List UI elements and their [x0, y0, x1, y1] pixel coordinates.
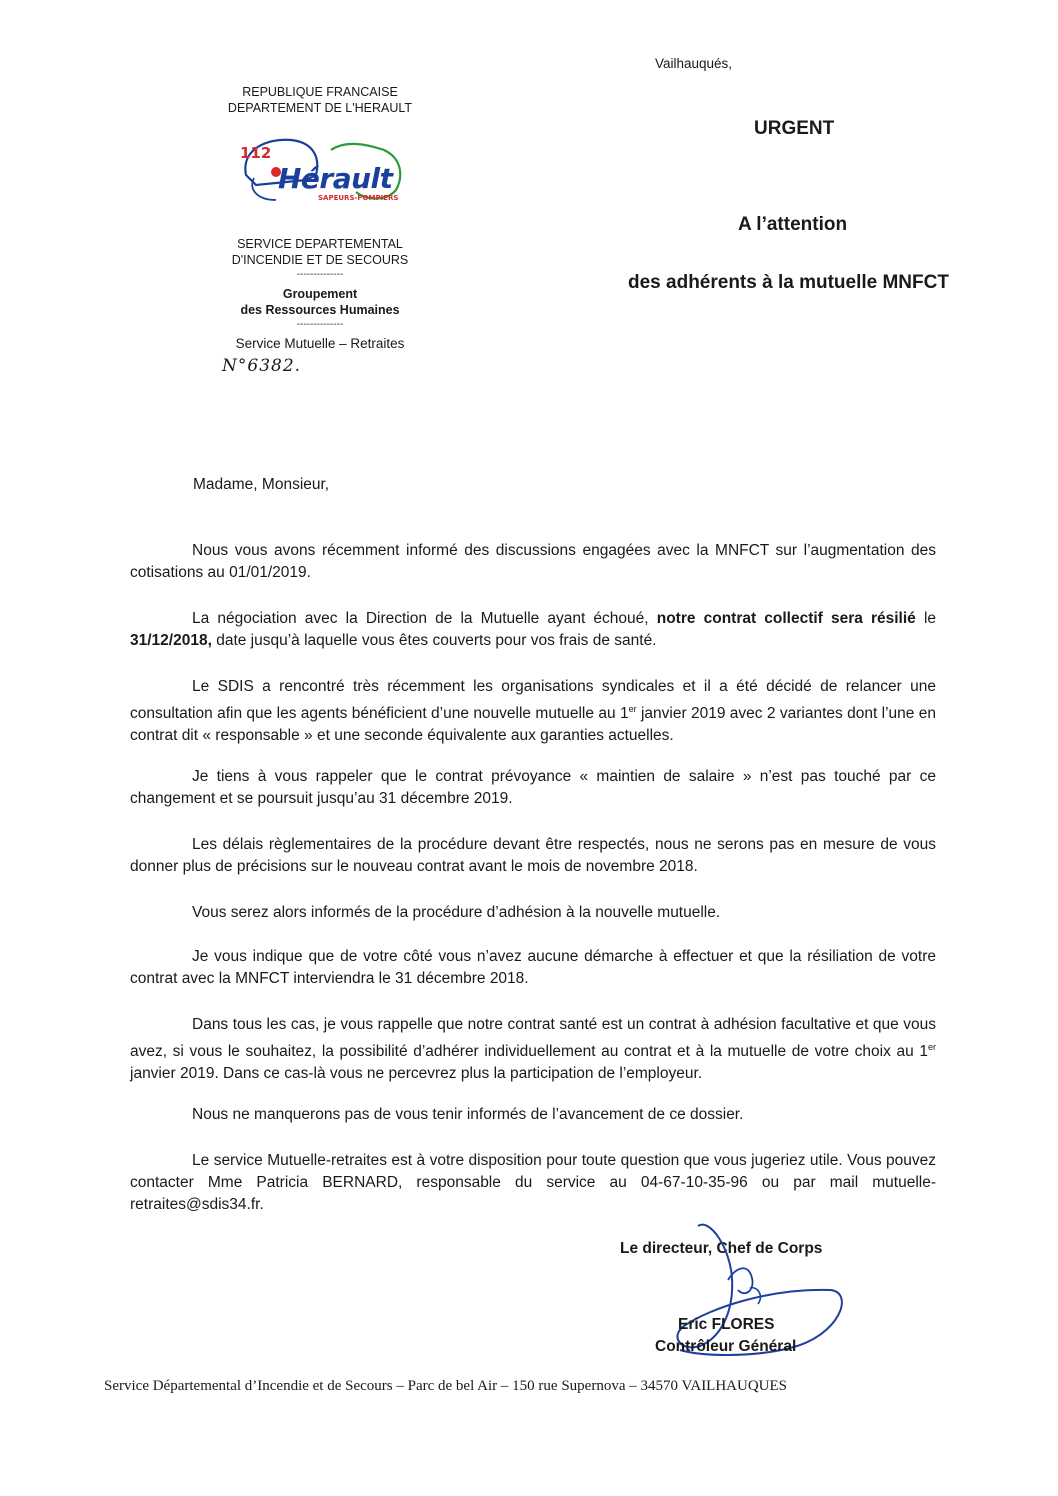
logo-subtitle: SAPEURS-POMPIERS: [318, 194, 399, 202]
paragraph-3: Le SDIS a rencontré très récemment les organisations syndicales et il a été décidé de relancer une consultation afin que les agents bénéficient d’une nouvelle mutuelle au 1er janvier 2019 avec 2 variantes dont l’une en contrat dit « responsable » et une seconde équivalente aux garanties actuelles.: [130, 678, 936, 745]
service-line-1: SERVICE DEPARTEMENTAL: [237, 237, 403, 251]
reference-number: N°6382.: [222, 356, 302, 376]
paragraph-9: Nous ne manquerons pas de vous tenir informés de l’avancement de ce dossier.: [192, 1106, 744, 1123]
department-label: DEPARTEMENT DE L'HERAULT: [227, 101, 413, 115]
paragraph-5: Les délais règlementaires de la procédure devant être respectés, nous ne serons pas en mesure de vous donner plus de précisions sur le nouveau contrat avant le mois de novembre 2018.: [130, 836, 936, 875]
separator-2: --------------: [296, 319, 344, 330]
separator-1: --------------: [296, 269, 344, 280]
salutation: Madame, Monsieur,: [193, 476, 330, 493]
service-block: [205, 236, 435, 352]
letter-city: Vailhauqués,: [655, 56, 733, 71]
footer-address: Service Départemental d’Incendie et de Secours – Parc de bel Air – 150 rue Supernova – 34570 VAILHAUQUES: [104, 1378, 788, 1394]
paragraph-6: Vous serez alors informés de la procédure d’adhésion à la nouvelle mutuelle.: [192, 904, 721, 921]
paragraph-10: Le service Mutuelle-retraites est à votre disposition pour toute question que vous jugeriez utile. Vous pouvez contacter Mme Patricia BERNARD, responsable du service au 04-67-10-35-96 ou par mail mutuelle-retraites@sdis34.fr.: [130, 1152, 936, 1213]
subservice-label: Service Mutuelle – Retraites: [235, 336, 405, 351]
republic-label: REPUBLIQUE FRANCAISE: [242, 85, 398, 99]
signatory-name: Eric FLORES: [678, 1316, 775, 1333]
attention-line-2: des adhérents à la mutuelle MNFCT: [628, 272, 949, 293]
logo-name: Hérault: [278, 162, 393, 195]
service-line-2: D'INCENDIE ET DE SECOURS: [231, 253, 409, 267]
paragraph-8: Dans tous les cas, je vous rappelle que notre contrat santé est un contrat à adhésion facultative et que vous avez, si vous le souhaitez, la possibilité d’adhérer individuellement au contrat et à la mutuelle de votre choix au 1er janvier 2019. Dans ce cas-là vous ne percevrez plus la participation de l’employeur.: [130, 1016, 936, 1083]
logo-112: 112: [240, 144, 272, 162]
group-line-1: Groupement: [282, 287, 358, 301]
group-line-2: des Ressources Humaines: [240, 303, 400, 317]
paragraph-4: Je tiens à vous rappeler que le contrat prévoyance « maintien de salaire » n’est pas touché par ce changement et se poursuit jusqu’au 31 décembre 2019.: [130, 768, 936, 807]
attention-line-1: A l’attention: [738, 214, 848, 235]
paragraph-2: La négociation avec la Direction de la Mutuelle ayant échoué, notre contrat collectif sera résilié le 31/12/2018, date jusqu’à laquelle vous êtes couverts pour vos frais de santé.: [130, 610, 937, 649]
paragraph-7: Je vous indique que de votre côté vous n’avez aucune démarche à effectuer et que la résiliation de votre contrat avec la MNFCT interviendra le 31 décembre 2018.: [130, 948, 936, 987]
signatory-rank: Contrôleur Général: [655, 1338, 797, 1355]
paragraph-1: Nous vous avons récemment informé des discussions engagées avec la MNFCT sur l’augmentation des cotisations au 01/01/2019.: [130, 542, 936, 581]
urgent-label: URGENT: [754, 118, 835, 139]
signature-title: Le directeur, Chef de Corps: [620, 1240, 823, 1257]
sdis-herault-logo: [236, 130, 406, 210]
letterhead-block: [205, 84, 435, 116]
